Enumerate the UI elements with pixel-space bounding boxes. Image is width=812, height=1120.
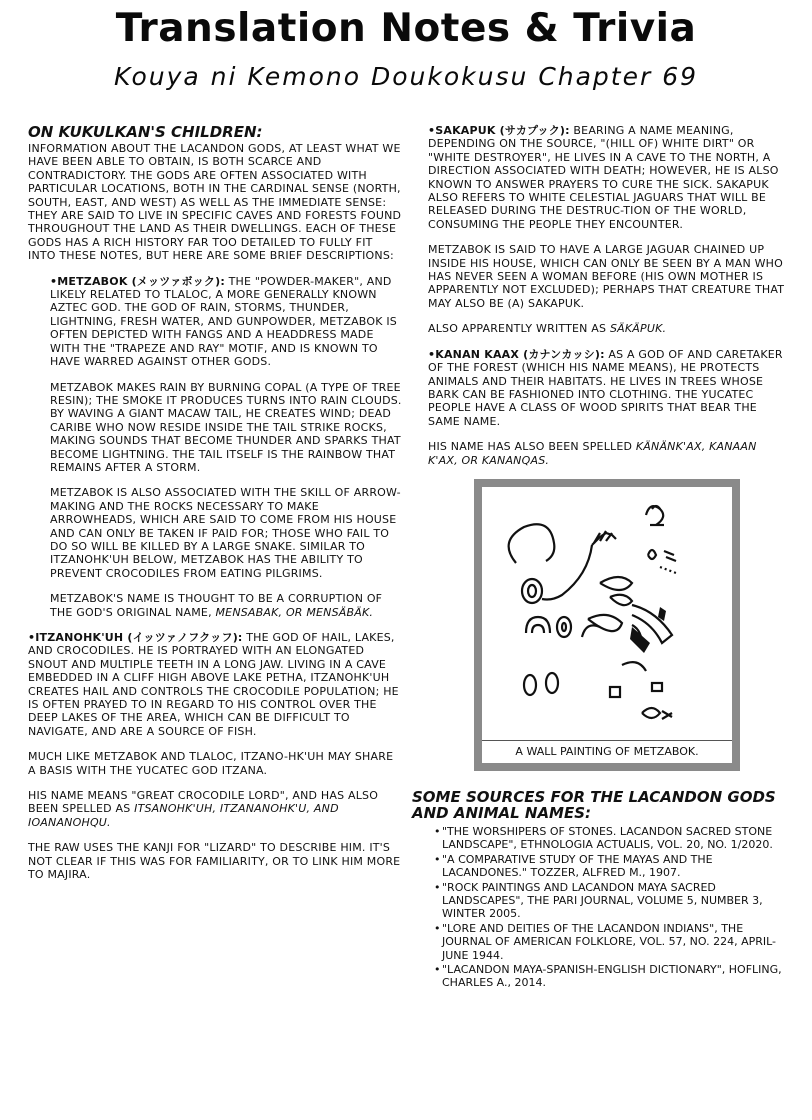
sakapuk-alt-name: SÄKÄPUK. xyxy=(609,322,667,336)
source-item: • "THE WORSHIPERS OF STONES. LACANDON SACRED STONE LANDSCAPE", ETHNOLOGIA ACTUALIS, VOL. 20, NO. 1/2020. xyxy=(434,825,790,852)
intro-paragraph: INFORMATION ABOUT THE LACANDON GODS, AT LEAST WHAT WE HAVE BEEN ABLE TO OBTAIN, IS BOTH SCARCE AND CONTRADICTORY. THE GODS ARE OFTEN ASSOCIATED WITH PARTICULAR LOCATIONS, BOTH IN THE CARDINAL SENSE (NORTH, SOUTH, EAST, AND WEST) AS WELL AS THE IMMEDIATE SENSE: THEY ARE SAID TO LIVE IN SPECIFIC CAVES AND FORESTS FOUND THROUGHOUT THE LAND AS THEIR DWELLINGS. EACH OF THESE GODS HAS A RICH HISTORY FAR TOO DETAILED TO FULLY FIT INTO THESE NOTES, BUT HERE ARE SOME BRIEF DESCRIPTIONS: xyxy=(28,142,402,263)
itzanohkuh-name-note: HIS NAME MEANS "GREAT CROCODILE LORD", AND HAS ALSO BEEN SPELLED AS xyxy=(28,789,379,816)
itzanohkuh-alt-names: ITSANOHK'UH, ITZANANOHK'U, AND IOANANOHQU. xyxy=(28,802,339,829)
kanan-text: AS A GOD OF AND CARETAKER OF THE FOREST (WHICH HIS NAME MEANS), HE PROTECTS ANIMALS AND THEIR HABITATS. HE LIVES IN TREES WHOSE BARK CAN BE FASHIONED INTO CLOTHING. THE YUCATEC PEOPLE HAVE A CLASS OF WOOD SPIRITS THAT BEAR THE SAME NAME. xyxy=(428,347,783,428)
kanan-paragraph-1 xyxy=(428,348,790,428)
itzanohkuh-text: THE GOD OF HAIL, LAKES, AND CROCODILES. HE IS PORTRAYED WITH AN ELONGATED SNOUT AND MULTIPLE TEETH IN A LONG JAW. LIVING IN A CAVE EMBEDDED IN A CLIFF HIGH ABOVE LAKE PETHA, ITZANOHK'UH CREATES HAIL AND CONTROLS THE CROCODILE POPULATION; HE IS OFTEN PRAYED TO IN REGARD TO HIS CONTROL OVER THE DEEP LAKES OF THE AREA, WHICH CAN BE DIFFICULT TO NAVIGATE, AND ARE A SOURCE OF FISH. xyxy=(28,631,399,738)
sakapuk-spelling-note: ALSO APPARENTLY WRITTEN AS xyxy=(428,322,607,336)
metzabok-text: THE "POWDER-MAKER", AND LIKELY RELATED TO TLALOC, A MORE GENERALLY KNOWN AZTEC GOD. THE GOD OF RAIN, STORMS, THUNDER, LIGHTNING, FRESH WATER, AND GUNPOWDER, METZABOK IS OFTEN DEPICTED WITH FANGS AND A HEADDRESS MADE WITH THE "TRAPEZE AND RAY" MOTIF, AND IS KNOWN TO HAVE WARRED AGAINST OTHER GODS. xyxy=(50,274,397,369)
bullet: • xyxy=(50,274,58,288)
itzanohkuh-term: ITZANOHK'UH (イッツァノフクッフ): xyxy=(35,631,243,644)
page-title: Translation Notes & Trivia xyxy=(115,6,697,51)
metzabok-name-note: METZABOK'S NAME IS THOUGHT TO BE A CORRUPTION OF THE GOD'S ORIGINAL NAME, xyxy=(50,592,383,619)
metzabok-alt-names: MENSABAK, OR MENSÄBÄK. xyxy=(215,605,374,619)
right-column xyxy=(412,124,790,991)
sakapuk-paragraph-1 xyxy=(428,124,790,231)
entry-metzabok xyxy=(50,275,402,619)
itzanohkuh-paragraph-3 xyxy=(28,789,402,829)
kanan-spelling-note: HIS NAME HAS ALSO BEEN SPELLED xyxy=(428,440,633,454)
source-item: • "LACANDON MAYA-SPANISH-ENGLISH DICTIONARY", HOFLING, CHARLES A., 2014. xyxy=(434,963,790,990)
bullet: • xyxy=(428,347,436,361)
sakapuk-text: BEARING A NAME MEANING, DEPENDING ON THE SOURCE, "(HILL OF) WHITE DIRT" OR "WHITE DESTROYER", HE LIVES IN A CAVE TO THE NORTH, A DIRECTION ASSOCIATED WITH DEATH; HOWEVER, HE IS ALSO KNOWN TO ANSWER PRAYERS TO CURE THE SICK. SAKAPUK ALSO REFERS TO WHITE CELESTIAL JAGUARS THAT WILL BE RELEASED DURING THE DESTRUC-TION OF THE WORLD, CONSUMING THE PEOPLE THEY ENCOUNTER. xyxy=(428,124,779,231)
source-item: • "LORE AND DEITIES OF THE LACANDON INDIANS", THE JOURNAL OF AMERICAN FOLKLORE, VOL. 57, NO. 224, APRIL-JUNE 1944. xyxy=(434,922,790,962)
page-subtitle: Kouya ni Kemono Doukokusu Chapter 69 xyxy=(113,62,699,91)
sources-heading: SOME SOURCES FOR THE LACANDON GODS AND ANIMAL NAMES: xyxy=(412,787,776,822)
left-column xyxy=(28,124,402,894)
kanan-term: KANAN KAAX (カナンカッシ): xyxy=(435,347,605,361)
metzabok-paragraph-1 xyxy=(50,275,402,369)
sources-section xyxy=(412,789,790,990)
bullet: • xyxy=(28,631,36,644)
entry-sakapuk xyxy=(428,124,790,336)
section-heading-kukulkan: ON KUKULKAN'S CHILDREN: xyxy=(28,123,263,141)
sakapuk-paragraph-2: METZABOK IS SAID TO HAVE A LARGE JAGUAR CHAINED UP INSIDE HIS HOUSE, WHICH CAN ONLY BE SEEN BY A MAN WHO HAS NEVER SEEN A WOMAN BEFORE (HIS OWN MOTHER IS APPARENTLY NOT EXCLUDED); PERHAPS THAT CREATURE THAT MAY ALSO BE (A) SAKAPUK. xyxy=(428,243,785,310)
itzanohkuh-paragraph-2: MUCH LIKE METZABOK AND TLALOC, ITZANO-HK'UH MAY SHARE A BASIS WITH THE YUCATEC GOD ITZANA. xyxy=(28,750,394,777)
sakapuk-paragraph-3 xyxy=(428,322,790,335)
sakapuk-term: SAKAPUK (サカプック): xyxy=(435,124,570,137)
wall-painting-figure xyxy=(474,479,740,771)
bullet: • xyxy=(428,124,436,137)
source-item: • "A COMPARATIVE STUDY OF THE MAYAS AND THE LACANDONES." TOZZER, ALFRED M., 1907. xyxy=(434,853,790,880)
figure-caption: A WALL PAINTING OF METZABOK. xyxy=(482,740,732,763)
kanan-alt-names: KÄNÄNK'AX, KANAAN K'AX, OR KANANQAS. xyxy=(428,440,757,467)
metzabok-paragraph-2: METZABOK MAKES RAIN BY BURNING COPAL (A TYPE OF TREE RESIN); THE SMOKE IT PRODUCES TURNS INTO RAIN CLOUDS. BY WAVING A GIANT MACAW TAIL, HE CREATES WIND; DEAD CARIBE WHO NOW RESIDE INSIDE THE TAIL STRIKE ROCKS, MAKING SOUNDS THAT BECOME THUNDER AND SPARKS THAT BECOME LIGHTNING. THE TAIL ITSELF IS THE RAINBOW THAT REMAINS AFTER A STORM. xyxy=(50,380,402,474)
kanan-paragraph-2 xyxy=(428,440,790,467)
itzanohkuh-paragraph-4: THE RAW USES THE KANJI FOR "LIZARD" TO DESCRIBE HIM. IT'S NOT CLEAR IF THIS WAS FOR FAMILIARITY, OR TO LINK HIM MORE TO MAJIRA. xyxy=(28,841,401,882)
entry-kanan-kaax xyxy=(428,348,790,467)
entry-itzanohkuh xyxy=(28,631,402,882)
metzabok-paragraph-4 xyxy=(50,592,402,619)
source-item: • "ROCK PAINTINGS AND LACANDON MAYA SACRED LANDSCAPES", THE PARI JOURNAL, VOLUME 5, NUMBER 3, WINTER 2005. xyxy=(434,881,790,921)
itzanohkuh-paragraph-1 xyxy=(28,631,402,738)
sources-list xyxy=(434,825,790,990)
wall-painting-illustration xyxy=(482,487,732,741)
metzabok-term: METZABOK (メッツァボック): xyxy=(57,274,225,288)
metzabok-paragraph-3: METZABOK IS ALSO ASSOCIATED WITH THE SKILL OF ARROW-MAKING AND THE ROCKS NECESSARY TO MAKE ARROWHEADS, WHICH ARE SAID TO COME FROM HIS HOUSE AND CAN ONLY BE TAKEN IF PAID FOR; THOSE WHO FAIL TO DO SO WILL BE KILLED BY A LARGE SNAKE. SIMILAR TO ITZANOHK'UH BELOW, METZABOK HAS THE ABILITY TO PREVENT CROCODILES FROM EATING PILGRIMS. xyxy=(50,486,401,580)
